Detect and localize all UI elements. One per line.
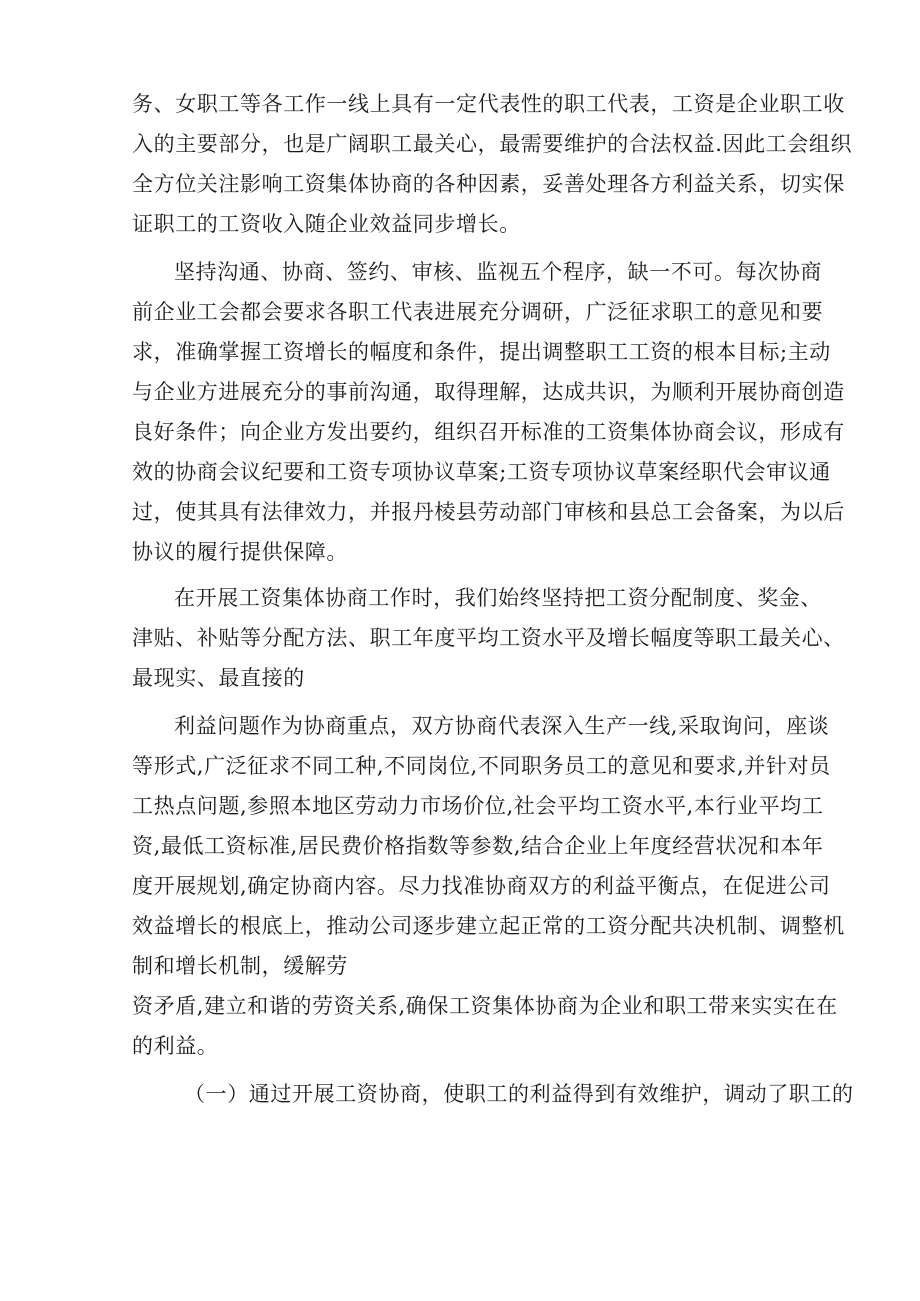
text-line: 的利益。 — [132, 1034, 219, 1058]
text-line: 务、女职工等各工作一线上具有一定代表性的职工代表，工资是企业职工收 — [132, 92, 845, 116]
text-line: 坚持沟通、协商、签约、审核、监视五个程序，缺一不可。每次协商 — [174, 260, 822, 284]
text-line: 证职工的工资收入随企业效益同步增长。 — [132, 212, 521, 236]
text-line: 良好条件；向企业方发出要约，组织召开标准的工资集体协商会议，形成有 — [132, 420, 845, 444]
text-line: 入的主要部分，也是广阔职工最关心，最需要维护的合法权益.因此工会组织 — [132, 132, 853, 156]
text-line: 最现实、最直接的 — [132, 666, 305, 690]
text-line: 前企业工会都会要求各职工代表进展充分调研，广泛征求职工的意见和要 — [132, 300, 824, 324]
text-line: 制和增长机制，缓解劳 — [132, 954, 348, 978]
text-line: 利益问题作为协商重点，双方协商代表深入生产一线,采取询问，座谈 — [174, 714, 830, 738]
text-line: 效的协商会议纪要和工资专项协议草案;工资专项协议草案经职代会审议通 — [132, 460, 831, 484]
text-line: 全方位关注影响工资集体协商的各种因素，妥善处理各方利益关系，切实保 — [132, 172, 845, 196]
text-line: 资,最低工资标准,居民费价格指数等参数,结合企业上年度经营状况和本年 — [132, 834, 824, 858]
text-line: 效益增长的根底上，推动公司逐步建立起正常的工资分配共决机制、调整机 — [132, 914, 845, 938]
text-line: 与企业方进展充分的事前沟通，取得理解，达成共识，为顺利开展协商创造 — [132, 380, 845, 404]
text-line: 求，准确掌握工资增长的幅度和条件，提出调整职工工资的根本目标;主动 — [132, 340, 831, 364]
text-line: 津贴、补贴等分配方法、职工年度平均工资水平及增长幅度等职工最关心、 — [132, 626, 845, 650]
text-line: 等形式,广泛征求不同工种,不同岗位,不同职务员工的意见和要求,并针对员 — [132, 754, 831, 778]
section-heading-line: （一）通过开展工资协商，使职工的利益得到有效维护，调动了职工的 — [184, 1082, 854, 1106]
text-line: 度开展规划,确定协商内容。尽力找准协商双方的利益平衡点，在促进公司 — [132, 874, 831, 898]
text-line: 协议的履行提供保障。 — [132, 540, 348, 564]
text-line: 资矛盾,建立和谐的劳资关系,确保工资集体协商为企业和职工带来实实在在 — [132, 994, 838, 1018]
text-line: 工热点问题,参照本地区劳动力市场价位,社会平均工资水平,本行业平均工 — [132, 794, 824, 818]
text-line: 过，使其具有法律效力，并报丹棱县劳动部门审核和县总工会备案，为以后 — [132, 500, 845, 524]
text-line: 在开展工资集体协商工作时，我们始终坚持把工资分配制度、奖金、 — [174, 586, 822, 610]
